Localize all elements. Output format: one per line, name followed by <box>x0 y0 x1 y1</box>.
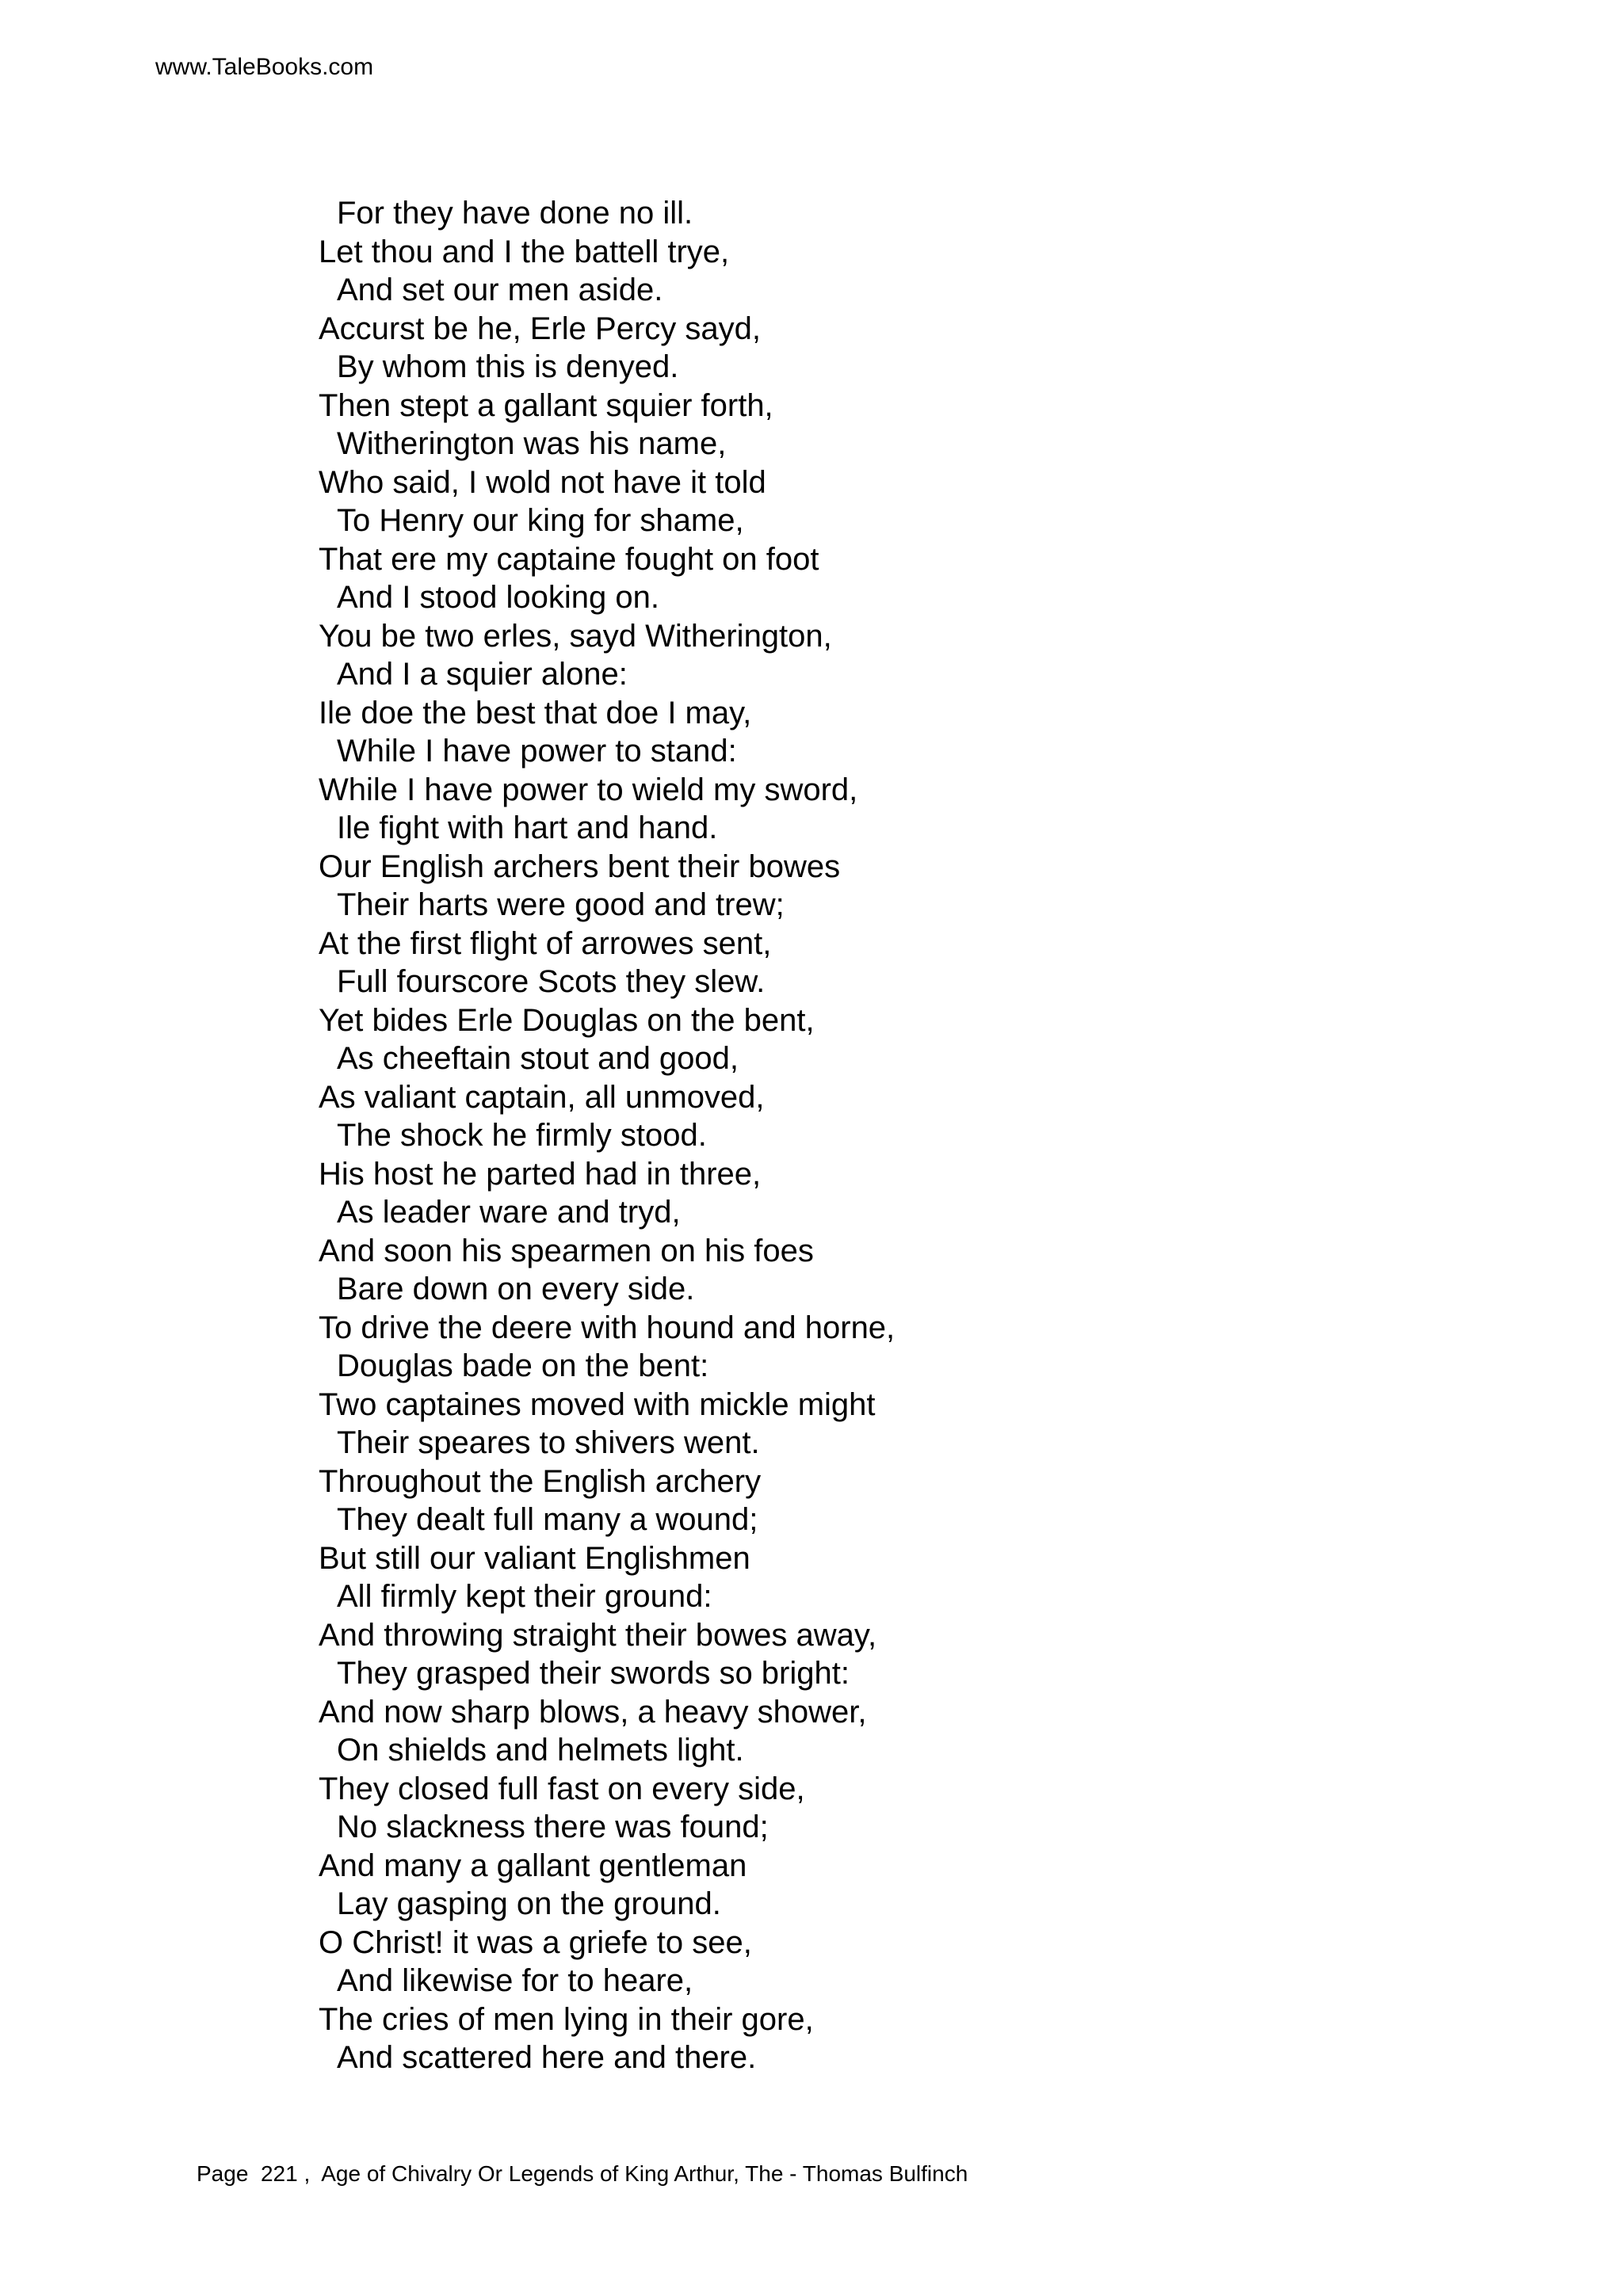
poem-line: That ere my captaine fought on foot <box>319 541 819 577</box>
poem-line: At the first flight of arrowes sent, <box>319 925 772 961</box>
poem-line: The shock he firmly stood. <box>337 1118 707 1153</box>
poem-line: And scattered here and there. <box>337 2040 757 2075</box>
poem-line: His host he parted had in three, <box>319 1156 762 1192</box>
poem-line: And I a squier alone: <box>337 657 628 692</box>
poem-line: As leader ware and tryd, <box>337 1195 681 1230</box>
poem-line: And many a gallant gentleman <box>319 1848 747 1883</box>
poem-line: Their speares to shivers went. <box>337 1425 760 1460</box>
poem-line: While I have power to wield my sword, <box>319 772 858 807</box>
poem-line: O Christ! it was a griefe to see, <box>319 1924 752 1960</box>
poem-line: Who said, I wold not have it told <box>319 464 766 500</box>
poem-line: While I have power to stand: <box>337 734 737 769</box>
poem-line: They dealt full many a wound; <box>337 1502 758 1537</box>
poem-line: No slackness there was found; <box>337 1810 769 1844</box>
poem-line: And throwing straight their bowes away, <box>319 1617 877 1653</box>
poem-line: On shields and helmets light. <box>337 1733 744 1768</box>
page-footer: Page 221 , Age of Chivalry Or Legends of King Arthur, The - Thomas Bulfinch <box>197 2161 968 2186</box>
poem-line: And I stood looking on. <box>337 580 659 615</box>
poem-line: Their harts were good and trew; <box>337 887 785 922</box>
poem-line: Lay gasping on the ground. <box>337 1886 721 1921</box>
poem-line: Our English archers bent their bowes <box>319 849 841 884</box>
poem-line: But still our valiant Englishmen <box>319 1540 750 1576</box>
poem-line: As valiant captain, all unmoved, <box>319 1079 765 1115</box>
poem-line: Witherington was his name, <box>337 426 727 461</box>
poem-line: And likewise for to heare, <box>337 1963 693 1998</box>
poem-line: And now sharp blows, a heavy shower, <box>319 1694 867 1730</box>
poem-line: Yet bides Erle Douglas on the bent, <box>319 1002 815 1038</box>
poem-line: All firmly kept their ground: <box>337 1579 712 1614</box>
poem-line: Bare down on every side. <box>337 1272 695 1306</box>
poem-line: Douglas bade on the bent: <box>337 1348 709 1383</box>
poem-line: You be two erles, sayd Witherington, <box>319 618 832 654</box>
poem-line: For they have done no ill. <box>337 196 693 231</box>
poem-line: They grasped their swords so bright: <box>337 1656 850 1691</box>
poem-line: The cries of men lying in their gore, <box>319 2001 814 2037</box>
poem-line: Accurst be he, Erle Percy sayd, <box>319 311 762 346</box>
poem-line: Then stept a gallant squier forth, <box>319 387 773 423</box>
poem-line: And set our men aside. <box>337 273 663 307</box>
poem-line: Ile fight with hart and hand. <box>337 810 718 845</box>
poem-line: And soon his spearmen on his foes <box>319 1233 814 1268</box>
poem-line: They closed full fast on every side, <box>319 1771 805 1806</box>
poem-line: Throughout the English archery <box>319 1463 762 1499</box>
poem-line: As cheeftain stout and good, <box>337 1041 739 1076</box>
poem-line: Ile doe the best that doe I may, <box>319 695 752 730</box>
poem-line: To drive the deere with hound and horne, <box>319 1310 896 1345</box>
poem-line: To Henry our king for shame, <box>337 503 744 538</box>
poem-line: Two captaines moved with mickle might <box>319 1386 876 1422</box>
poem-line: Full fourscore Scots they slew. <box>337 964 766 999</box>
poem-line: Let thou and I the battell trye, <box>319 234 730 269</box>
poem-text <box>319 194 1349 2077</box>
site-header-url: www.TaleBooks.com <box>155 54 374 80</box>
poem-line: By whom this is denyed. <box>337 349 679 384</box>
